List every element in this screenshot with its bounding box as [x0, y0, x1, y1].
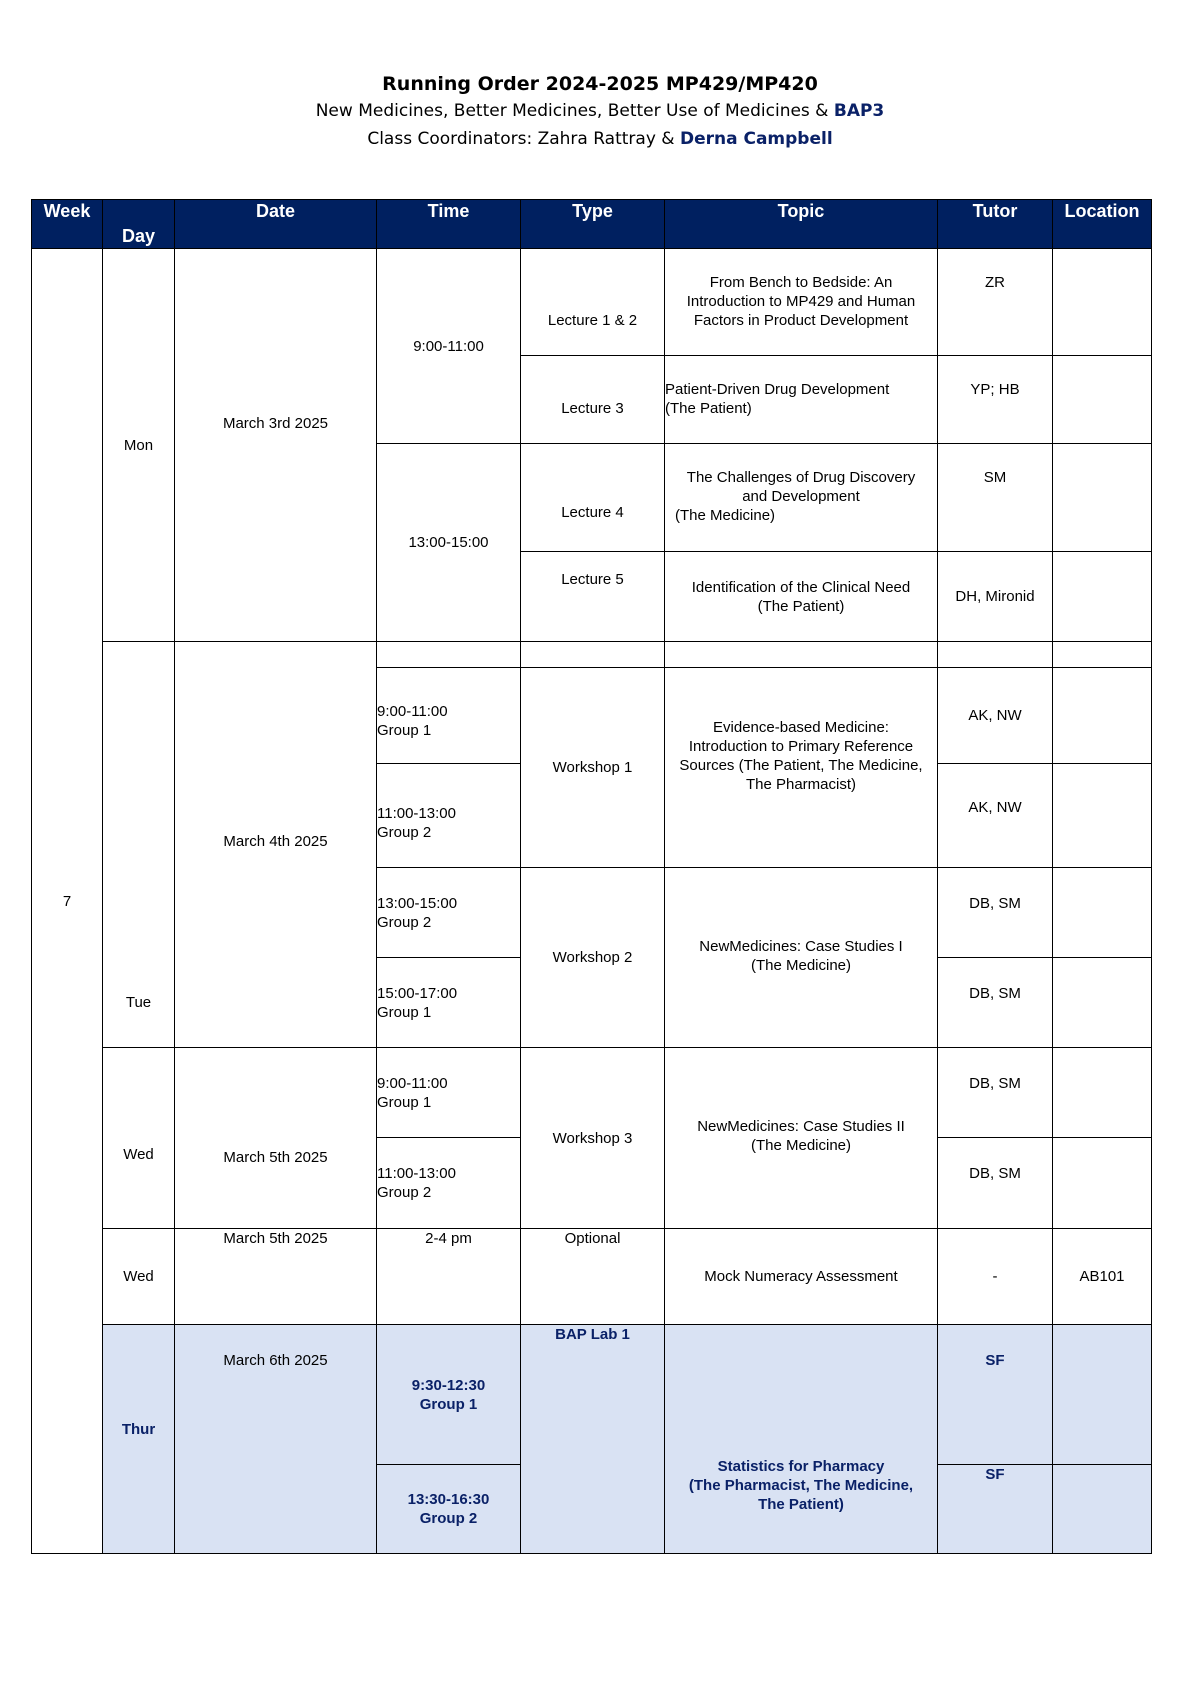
tutor-mock: -	[937, 1228, 1053, 1325]
tutor-lecture-1-2: ZR	[937, 248, 1053, 356]
time-ws2-g2-group: Group 2	[377, 914, 432, 931]
type-workshop-3: Workshop 3	[520, 1047, 665, 1229]
type-lecture-3: Lecture 3	[520, 355, 665, 444]
location-lecture-4	[1052, 443, 1152, 552]
col-time-header: Time	[376, 199, 521, 249]
location-bap-group2	[1052, 1464, 1152, 1554]
col-date-header: Date	[174, 199, 377, 249]
time-bap-group1	[376, 1324, 521, 1465]
type-workshop-2: Workshop 2	[520, 867, 665, 1048]
time-bap-g2-group: Group 2	[419, 1510, 478, 1527]
tutor-bap-group2: SF	[937, 1464, 1053, 1554]
date-tue: March 4th 2025	[174, 641, 377, 1048]
day-wed-optional: Wed	[102, 1228, 175, 1325]
col-day-header: Day	[102, 199, 175, 249]
spacer-time	[376, 641, 521, 668]
spacer-location	[1052, 641, 1152, 668]
document-title: Running Order 2024-2025 MP429/MP420	[382, 73, 818, 95]
time-ws3-g1-group: Group 1	[377, 1094, 432, 1111]
topic-lecture-3-theme: (The Patient)	[665, 400, 752, 417]
location-mock: AB101	[1052, 1228, 1152, 1325]
topic-lecture-5-theme: (The Patient)	[757, 597, 845, 615]
date-thur: March 6th 2025	[174, 1324, 377, 1554]
time-ws1-group2	[376, 763, 521, 868]
week-number: 7	[31, 248, 103, 1554]
time-ws1-g2-range: 11:00-13:00	[377, 805, 456, 822]
topic-ws2-theme: (The Medicine)	[750, 956, 852, 974]
location-ws2-group1	[1052, 957, 1152, 1048]
type-lecture-1-2: Lecture 1 & 2	[520, 248, 665, 356]
date-wed: March 5th 2025	[174, 1047, 377, 1229]
topic-statistics-title: Statistics for Pharmacy	[717, 1458, 885, 1475]
day-tue: Tue	[102, 641, 175, 1048]
day-thur: Thur	[102, 1324, 175, 1554]
location-lecture-1-2	[1052, 248, 1152, 356]
topic-lecture-4-title: The Challenges of Drug Discovery and Development	[686, 469, 916, 505]
col-tutor-header: Tutor	[937, 199, 1053, 249]
date-mon: March 3rd 2025	[174, 248, 377, 642]
time-ws2-g1-range: 15:00-17:00	[377, 985, 458, 1002]
topic-ws2-title: NewMedicines: Case Studies I	[699, 937, 903, 955]
time-bap-g1-range: 9:30-12:30	[411, 1376, 486, 1394]
time-ws1-g1-range: 9:00-11:00	[377, 703, 448, 720]
type-bap-lab: BAP Lab 1	[520, 1324, 665, 1554]
topic-workshop-2	[664, 867, 938, 1048]
col-type-header: Type	[520, 199, 665, 249]
tutor-ws3-group1: DB, SM	[937, 1047, 1053, 1138]
class-coordinators	[0, 129, 1200, 149]
time-ws3-g2-group: Group 2	[377, 1184, 432, 1201]
topic-ws3-title: NewMedicines: Case Studies II	[697, 1118, 905, 1135]
location-ws2-group2	[1052, 867, 1152, 958]
col-location-header: Location	[1052, 199, 1152, 249]
topic-lecture-4-theme: (The Medicine)	[675, 507, 776, 524]
type-lecture-5: Lecture 5	[520, 551, 665, 642]
tutor-bap-group1: SF	[937, 1324, 1053, 1465]
time-ws2-group1	[376, 957, 521, 1048]
topic-lecture-3	[664, 355, 938, 444]
time-mon-am: 9:00-11:00	[376, 248, 521, 444]
time-mock: 2-4 pm	[376, 1228, 521, 1325]
day-mon: Mon	[102, 248, 175, 642]
topic-lecture-5	[664, 551, 938, 642]
time-ws2-group2	[376, 867, 521, 958]
topic-mock-numeracy: Mock Numeracy Assessment	[664, 1228, 938, 1325]
subtitle-text: New Medicines, Better Medicines, Better Use of Medicines &	[315, 101, 834, 121]
spacer-tutor	[937, 641, 1053, 668]
tutor-ws3-group2: DB, SM	[937, 1137, 1053, 1229]
running-order-table	[31, 199, 1151, 1554]
time-ws2-g2-range: 13:00-15:00	[377, 895, 458, 912]
col-topic-header: Topic	[664, 199, 938, 249]
topic-workshop-1: Evidence-based Medicine: Introduction to Primary Reference Sources (The Patient, The Medicine, The Pharmacist)	[664, 667, 938, 868]
tutor-ws2-group1: DB, SM	[937, 957, 1053, 1048]
spacer-topic	[664, 641, 938, 668]
time-ws2-g1-group: Group 1	[377, 1004, 432, 1021]
time-ws3-group2	[376, 1137, 521, 1229]
coordinators-text: Class Coordinators: Zahra Rattray &	[367, 129, 680, 149]
topic-statistics	[664, 1324, 938, 1554]
tutor-lecture-4: SM	[937, 443, 1053, 552]
time-bap-g1-group: Group 1	[419, 1395, 478, 1413]
tutor-ws1-group2: AK, NW	[937, 763, 1053, 868]
time-ws3-group1	[376, 1047, 521, 1138]
topic-lecture-3-title: Patient-Driven Drug Development	[665, 381, 890, 398]
time-ws1-group1	[376, 667, 521, 764]
time-ws1-g2-group: Group 2	[377, 824, 432, 841]
tutor-ws2-group2: DB, SM	[937, 867, 1053, 958]
topic-statistics-theme: (The Pharmacist, The Medicine, The Patient)	[688, 1477, 914, 1513]
time-ws3-g2-range: 11:00-13:00	[377, 1165, 456, 1182]
tutor-lecture-3: YP; HB	[937, 355, 1053, 444]
date-wed-optional: March 5th 2025	[174, 1228, 377, 1325]
location-lecture-5	[1052, 551, 1152, 642]
location-ws1-group1	[1052, 667, 1152, 764]
topic-lecture-4	[664, 443, 938, 552]
location-ws3-group2	[1052, 1137, 1152, 1229]
time-ws1-g1-group: Group 1	[377, 722, 432, 739]
tutor-ws1-group1: AK, NW	[937, 667, 1053, 764]
topic-lecture-5-title: Identification of the Clinical Need	[691, 578, 911, 596]
location-ws3-group1	[1052, 1047, 1152, 1138]
time-bap-group2	[376, 1464, 521, 1554]
time-ws3-g1-range: 9:00-11:00	[377, 1075, 448, 1092]
document-subtitle	[0, 101, 1200, 121]
type-lecture-4: Lecture 4	[520, 443, 665, 552]
col-week-header: Week	[31, 199, 103, 249]
topic-ws3-theme: (The Medicine)	[750, 1137, 852, 1154]
time-bap-g2-range: 13:30-16:30	[407, 1491, 490, 1508]
spacer-type	[520, 641, 665, 668]
topic-lecture-1-2: From Bench to Bedside: An Introduction to MP429 and Human Factors in Product Development	[664, 248, 938, 356]
tutor-lecture-5: DH, Mironid	[937, 551, 1053, 642]
day-wed: Wed	[102, 1047, 175, 1229]
type-optional: Optional	[520, 1228, 665, 1325]
coordinator-bold: Derna Campbell	[679, 129, 833, 149]
subtitle-bap3: BAP3	[833, 101, 885, 121]
topic-workshop-3	[664, 1047, 938, 1229]
type-workshop-1: Workshop 1	[520, 667, 665, 868]
location-bap-group1	[1052, 1324, 1152, 1465]
location-ws1-group2	[1052, 763, 1152, 868]
time-mon-pm: 13:00-15:00	[376, 443, 521, 642]
location-lecture-3	[1052, 355, 1152, 444]
